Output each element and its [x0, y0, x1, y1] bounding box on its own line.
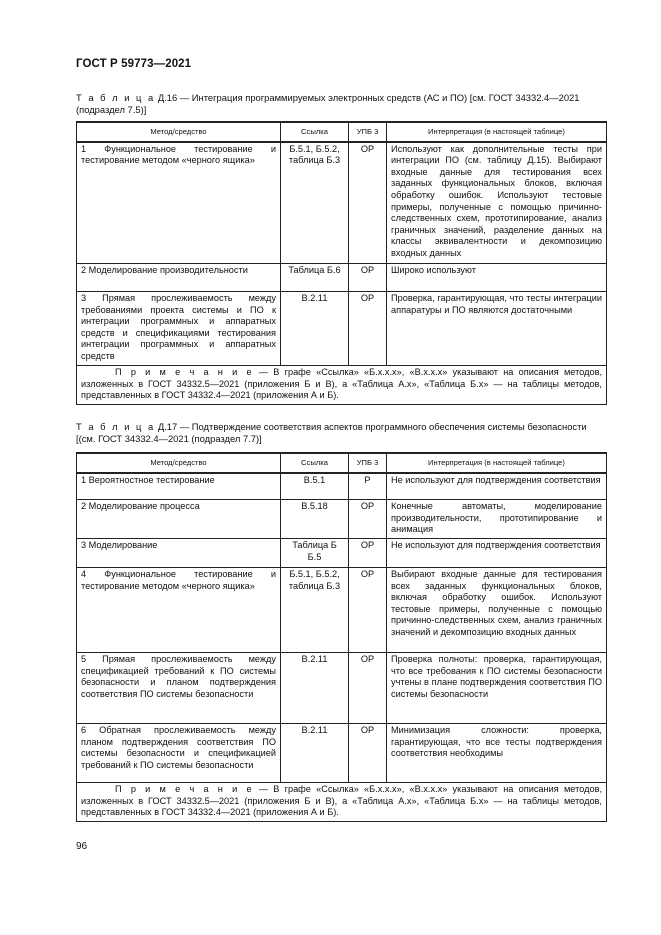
- cell-ref: Б.5.1, Б.5.2, таблица Б.3: [281, 142, 349, 264]
- table16-note: [77, 366, 607, 405]
- cell-method: 3 Прямая прослеживаемость между требованиями проекта системы и ПО к интеграции программных и аппаратных средств и спецификациями тестирования интеграции программных и аппаратных средств: [77, 292, 281, 366]
- cell-upb: ОР: [349, 724, 387, 783]
- cell-upb: ОР: [349, 653, 387, 724]
- cell-interp: Не используют для подтверждения соответствия: [387, 539, 607, 568]
- column-header-ref: Ссылка: [281, 453, 349, 473]
- column-header-method: Метод/средство: [77, 453, 281, 473]
- page-number: 96: [76, 841, 88, 852]
- cell-ref: В.5.1: [281, 473, 349, 500]
- column-header-upb: УПБ 3: [349, 453, 387, 473]
- cell-method: 2 Моделирование производительности: [77, 264, 281, 292]
- table-row: [77, 539, 607, 568]
- cell-method: 5 Прямая прослеживаемость между спецификацией требований к ПО системы безопасности и планом подтверждения соответствия ПО системы безопасности: [77, 653, 281, 724]
- note-text: — В графе «Ссылка» «Б.х.х.х», «В.х.х.х» указывают на описания методов, изложенных в ГОСТ 34332.5—2021 (приложения Б и В), а «Таблица А.х», «Таблица Б.х» — на таблицы методов, представленных в ГОСТ 34332.4—2021 (приложения А и Б).: [81, 367, 602, 401]
- column-header-upb: УПБ 3: [349, 122, 387, 142]
- cell-upb: Р: [349, 473, 387, 500]
- table17-caption: [76, 421, 606, 445]
- table16-caption-label: Т а б л и ц а: [76, 92, 156, 103]
- cell-upb: ОР: [349, 264, 387, 292]
- cell-ref: Таблица Б.6: [281, 264, 349, 292]
- table17-caption-label: Т а б л и ц а: [76, 421, 156, 432]
- table17-note: [77, 783, 607, 822]
- cell-interp: Широко используют: [387, 264, 607, 292]
- table17: [76, 452, 607, 822]
- cell-upb: ОР: [349, 292, 387, 366]
- cell-ref: Таблица Б Б.5: [281, 539, 349, 568]
- table-row: [77, 142, 607, 264]
- table17-caption-text: Д.17 — Подтверждение соответствия аспектов программного обеспечения системы безопасности [(см. ГОСТ 34332.4—2021 (подраздел 7.7)]: [76, 421, 587, 444]
- table-row: [77, 264, 607, 292]
- cell-interp: Минимизация сложности: проверка, гарантирующая, что все тесты подтверждения соответствия необходимы: [387, 724, 607, 783]
- cell-interp: Не используют для подтверждения соответствия: [387, 473, 607, 500]
- cell-method: 3 Моделирование: [77, 539, 281, 568]
- table16: [76, 121, 607, 405]
- note-label: П р и м е ч а н и е: [115, 784, 254, 795]
- cell-ref: Б.5.1, Б.5.2, таблица Б.3: [281, 568, 349, 653]
- column-header-ref: Ссылка: [281, 122, 349, 142]
- table16-caption: [76, 92, 606, 116]
- document-header: ГОСТ Р 59773—2021: [76, 58, 192, 70]
- table-row: [77, 473, 607, 500]
- column-header-interp: Интерпретация (в настоящей таблице): [387, 453, 607, 473]
- cell-ref: В.5.18: [281, 500, 349, 539]
- cell-interp: Выбирают входные данные для тестирования всех заданных функциональных блоков, включая обработку ошибок. Используют тестовые примеры, полученные с помощью причинно-следственных схем, анализ граничных значений и декомпозицию входных данных: [387, 568, 607, 653]
- column-header-method: Метод/средство: [77, 122, 281, 142]
- cell-interp: Конечные автоматы, моделирование производительности, прототипирование и анимация: [387, 500, 607, 539]
- table-row: [77, 724, 607, 783]
- cell-upb: ОР: [349, 500, 387, 539]
- cell-method: 2 Моделирование процесса: [77, 500, 281, 539]
- cell-ref: В.2.11: [281, 653, 349, 724]
- table16-note-row: [77, 366, 607, 405]
- cell-interp: Проверка полноты: проверка, гарантирующая, что все требования к ПО системы безопасности учтены в плане подтверждения соответствия ПО системы безопасности: [387, 653, 607, 724]
- column-header-interp: Интерпретация (в настоящей таблице): [387, 122, 607, 142]
- table17-header-row: [77, 453, 607, 473]
- table16-header-row: [77, 122, 607, 142]
- note-text: — В графе «Ссылка» «Б.х.х.х», «В.х.х.х» указывают на описания методов, изложенных в ГОСТ 34332.5—2021 (приложения Б и В), а «Таблица А.х», «Таблица Б.х» — на таблицы методов, представленных в ГОСТ 34332.4—2021 (приложения А и Б).: [81, 784, 602, 818]
- cell-method: 4 Функциональное тестирование и тестирование методом «черного ящика»: [77, 568, 281, 653]
- note-label: П р и м е ч а н и е: [115, 367, 254, 378]
- table17-note-row: [77, 783, 607, 822]
- cell-upb: ОР: [349, 142, 387, 264]
- cell-method: 1 Функциональное тестирование и тестирование методом «черного ящика»: [77, 142, 281, 264]
- cell-method: 6 Обратная прослеживаемость между планом подтверждения соответствия ПО системы безопасности и спецификацией требований к ПО системы безопасности: [77, 724, 281, 783]
- table-row: [77, 653, 607, 724]
- cell-ref: В.2.11: [281, 724, 349, 783]
- table-row: [77, 500, 607, 539]
- cell-upb: ОР: [349, 539, 387, 568]
- table-row: [77, 568, 607, 653]
- table-row: [77, 292, 607, 366]
- cell-method: 1 Вероятностное тестирование: [77, 473, 281, 500]
- cell-upb: ОР: [349, 568, 387, 653]
- table16-caption-text: Д.16 — Интеграция программируемых электронных средств (АС и ПО) [см. ГОСТ 34332.4—2021 (подраздел 7.5)]: [76, 92, 580, 115]
- cell-interp: Проверка, гарантирующая, что тесты интеграции аппаратуры и ПО являются достаточными: [387, 292, 607, 366]
- cell-ref: В.2.11: [281, 292, 349, 366]
- cell-interp: Используют как дополнительные тесты при интеграции ПО (см. таблицу Д.15). Выбирают входные данные для тестирования всех заданных функциональных блоков, включая обработку ошибок. Используют тестовые примеры, полученные с помощью причинно-следственных схем, прототипирование, анализ граничных значений, разделение данных на классы эквивалентности и декомпозицию входных данных: [387, 142, 607, 264]
